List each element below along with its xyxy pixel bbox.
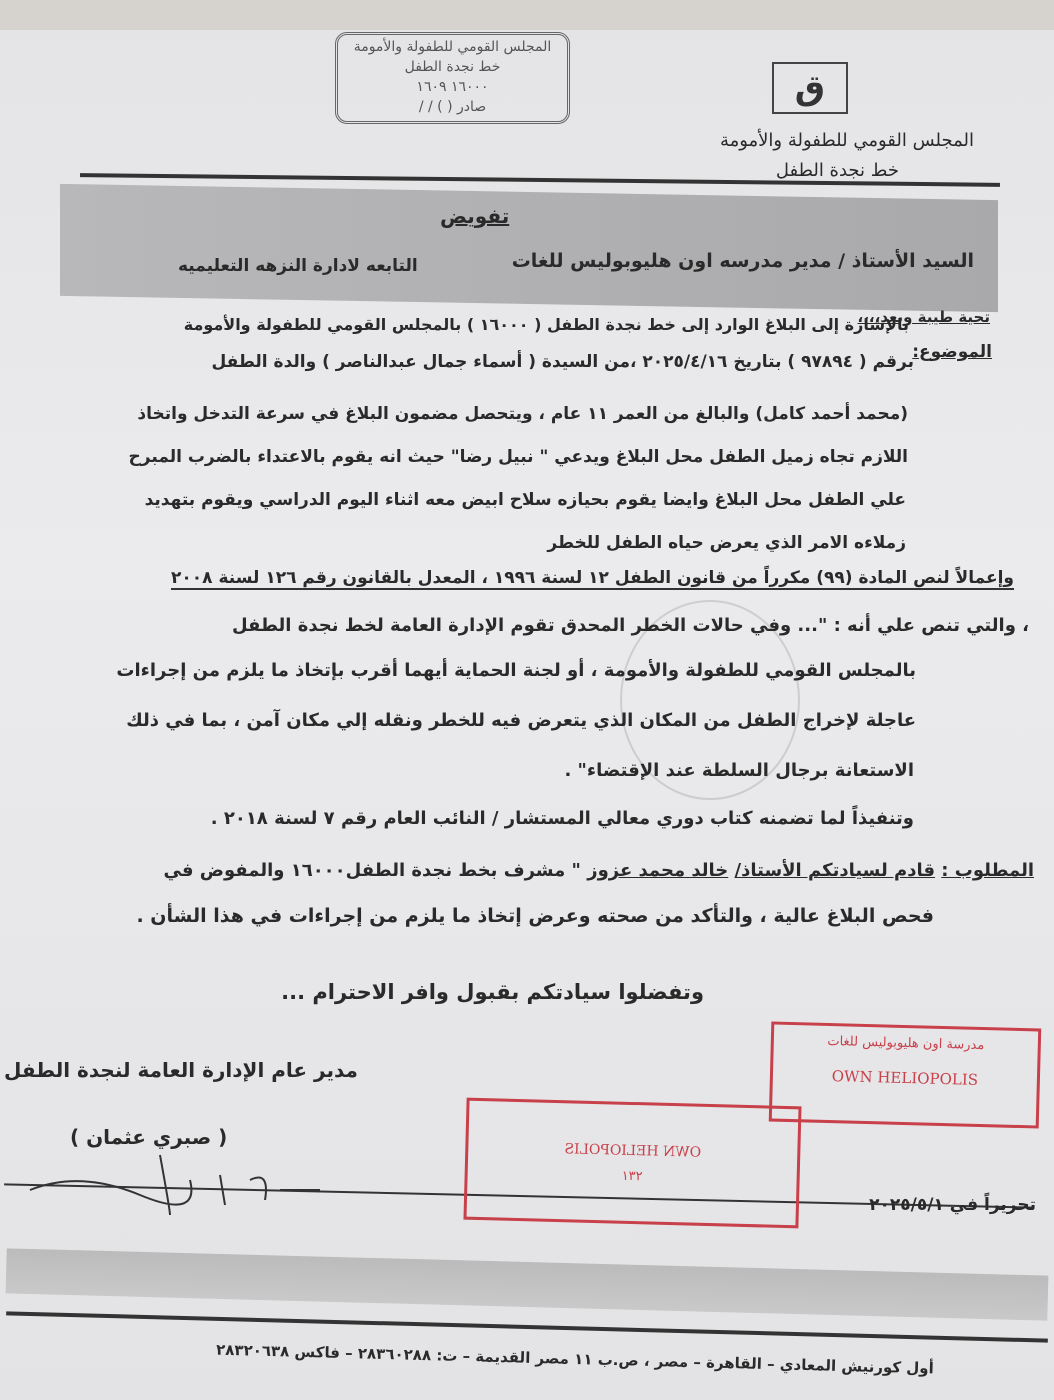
signatory-name: ( صبري عثمان ) [70, 1125, 228, 1149]
stamp-text: مدرسة اون هليوبوليس للغات [827, 1033, 985, 1054]
body-line: علي الطفل محل البلاغ وايضا يقوم بحيازه سلاح ابيض معه اثناء اليوم الدراسي ويقوم بتهديد [144, 490, 906, 510]
council-logo: ق [772, 62, 848, 114]
required-label: المطلوب : [941, 860, 1034, 881]
delegate-name: خالد محمد عزوز [587, 860, 729, 881]
footer-band [6, 1248, 1049, 1320]
body-line: زملاءه الامر الذي يعرض حياه الطفل للخطر [547, 533, 906, 553]
law-line: الاستعانة برجال السلطة عند الإقتضاء" . [564, 760, 914, 781]
doc-title: تفويض [440, 204, 510, 228]
org-name: المجلس القومي للطفولة والأمومة [719, 130, 974, 151]
closing: وتفضلوا سيادتكم بقبول وافر الاحترام ... [281, 980, 704, 1004]
law-line: بالمجلس القومي للطفولة والأمومة ، أو لجنة الحماية أيهما أقرب بإتخاذ ما يلزم من إجراءات [116, 660, 916, 681]
stamp-text: ١٣٢ [621, 1168, 643, 1185]
law-line: وتنفيذاً لما تضمنه كتاب دوري معالي المستشار / النائب العام رقم ٧ لسنة ٢٠١٨ . [210, 808, 914, 829]
body-line: اللازم تجاه زميل الطفل محل البلاغ ويدعي " نبيل رضا" حيث انه يقوم بالاعتداء بالضرب المبرح [128, 447, 908, 467]
paper-edge [0, 0, 1054, 30]
signatory-title: مدير عام الإدارة العامة لنجدة الطفل [4, 1058, 358, 1082]
required-line [164, 860, 1034, 881]
required-line2: فحص البلاغ عالية ، والتأكد من صحته وعرض إتخاذ ما يلزم من إجراءات في هذا الشأن . [136, 905, 934, 927]
school-stamp-inverted [463, 1098, 801, 1229]
subject-label: الموضوع: [912, 342, 992, 362]
body-line: (محمد أحمد كامل) والبالغ من العمر ١١ عام ، ويتحصل مضمون البلاغ في سرعة التدخل واتخاذ [137, 404, 908, 424]
issue-date: تحريراً في ٢٠٢٥/٥/١ [869, 1195, 1036, 1215]
body-line: برقم ( ٩٧٨٩٤ ) بتاريخ ٢٠٢٥/٤/١٦ ،من السيدة ( أسماء جمال عبدالناصر ) والدة الطفل [211, 352, 914, 372]
stamp-line: خط نجدة الطفل [404, 59, 501, 75]
required-text: قادم لسيادتكم الأستاذ/ [734, 860, 935, 881]
stamp-line: المجلس القومي للطفولة والأمومة [353, 39, 552, 55]
addressee-line1: السيد الأستاذ / مدير مدرسه اون هليوبوليس للغات [511, 250, 974, 272]
required-text: " مشرف بخط نجدة الطفل١٦٠٠٠ والمفوض في [163, 860, 581, 881]
law-line: وإعمالاً لنص المادة (٩٩) مكرراً من قانون الطفل ١٢ لسنة ١٩٩٦ ، المعدل بالقانون رقم ١٢٦ لسنة ٢٠٠٨ [171, 568, 1014, 588]
incoming-stamp [335, 32, 570, 124]
school-stamp [769, 1021, 1042, 1128]
stamp-line: ١٦٠٠٠ ١٦٠٩ [416, 79, 489, 95]
stamp-line: صادر ( ) / / [418, 99, 487, 115]
body-line: بالإشارة إلى البلاغ الوارد إلى خط نجدة الطفل ( ١٦٠٠٠ ) بالمجلس القومي للطفولة والأمومة [183, 315, 909, 334]
law-line: ، والتي تنص علي أنه : "... وفي حالات الخطر المحدق تقوم الإدارة العامة لخط نجدة الطفل [231, 615, 1029, 636]
stamp-text: OWN HELIOPOLIS [831, 1067, 979, 1089]
greeting: تحية طيبة وبعد،،،، [857, 308, 990, 326]
unit-name: خط نجدة الطفل [775, 160, 899, 181]
law-line: عاجلة لإخراج الطفل من المكان الذي يتعرض فيه للخطر ونقله إلي مكان آمن ، بما في ذلك [126, 710, 916, 731]
addressee-line2: التابعه لادارة النزهه التعليميه [178, 256, 418, 276]
stamp-text: OWN HELIOPOLIS [564, 1141, 702, 1161]
title-band [60, 184, 998, 312]
footer-address: أول كورنيش المعادي – القاهرة – مصر ، ص.ب ١١ مصر القديمة – ت: ٢٨٣٦٠٢٨٨ – فاكس ٢٨٣٢٠٦٣٨ [215, 1340, 935, 1378]
